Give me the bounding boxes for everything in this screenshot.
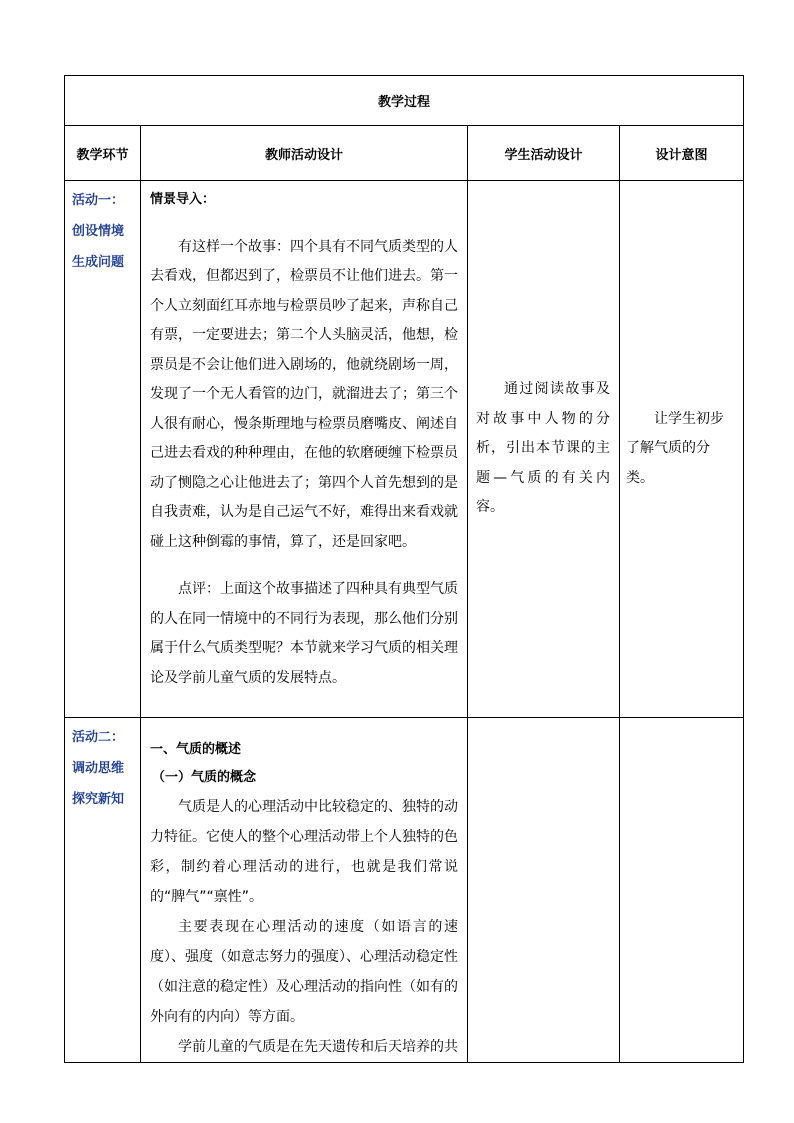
- activity1-student-cell: [468, 181, 620, 718]
- spacer: [150, 215, 458, 233]
- spacer: [150, 557, 458, 575]
- heading-temperament-concept: （一）气质的概念: [152, 770, 257, 785]
- activity1-intent-cell: [620, 181, 744, 718]
- header-teacher-activity: 教师活动设计: [141, 126, 468, 181]
- story-paragraph: 有这样一个故事：四个具有不同气质类型的人去看戏，但都迟到了，检票员不让他们进去。第一个人立刻面红耳赤地与检票员吵了起来，声称自己有票，一定要进去；第二个人头脑灵活，他想，检票员是不会让他们进入剧场的，他就绕剧场一周，发现了一个无人看管的边门，就溜进去了；第三个人很有耐心，慢条斯理地与检票员磨嘴皮、阐述自己进去看戏的种种理由，在他的软磨硬缠下检票员动了恻隐之心让他进去了；第四个人首先想到的是自我责难，认为是自己运气不好，难得出来看戏就碰上这种倒霉的事情，算了，还是回家吧。: [150, 238, 458, 550]
- activity1-stage: [65, 181, 141, 718]
- activity2-stage-line3: 探究新知: [72, 792, 125, 807]
- activity2-stage-line1: 活动二：: [72, 730, 125, 745]
- header-design-intent: 设计意图: [620, 126, 744, 181]
- table-title: 教学过程: [65, 76, 744, 126]
- heading-temperament-overview: 一、气质的概述: [150, 742, 242, 757]
- scenario-intro-label: 情景导入：: [150, 192, 216, 207]
- activity1-teacher-cell: [141, 181, 468, 718]
- activity2-intent-cell: [620, 718, 744, 1063]
- concept-paragraph: 气质是人的心理活动中比较稳定的、独特的动力特征。它使人的整个心理活动带上个人独特的色彩，制约着心理活动的进行，也就是我们常说的“脾气”“禀性”。: [150, 799, 458, 905]
- activity1-intent-text: 让学生初步了解气质的分类。: [626, 410, 724, 486]
- activity2-student-cell: [468, 718, 620, 1063]
- activity1-student-text: 通过阅读故事及对故事中人物的分析，引出本节课的主题—气质的有关内容。: [476, 381, 610, 516]
- activity1-stage-line2: 创设情境: [72, 224, 125, 239]
- activity2-stage-line2: 调动思维: [72, 761, 125, 776]
- activity1-stage-line1: 活动一：: [72, 193, 125, 208]
- header-student-activity: 学生活动设计: [468, 126, 620, 181]
- lesson-process-table: [64, 75, 744, 1063]
- comment-paragraph: 点评：上面这个故事描述了四种具有典型气质的人在同一情境中的不同行为表现，那么他们分别属于什么气质类型呢？本节就来学习气质的相关理论及学前儿童气质的发展特点。: [150, 581, 458, 686]
- activity2-stage: [65, 718, 141, 1063]
- activity2-teacher-cell: [141, 718, 468, 1063]
- preschool-paragraph: 学前儿童的气质是在先天遗传和后天培养的共: [178, 1039, 458, 1055]
- manifestation-paragraph: 主要表现在心理活动的速度（如语言的速度）、强度（如意志努力的强度）、心理活动稳定性（如注意的稳定性）及心理活动的指向性（如有的外向有的内向）等方面。: [150, 919, 458, 1025]
- header-stage: 教学环节: [65, 126, 141, 181]
- activity1-stage-line3: 生成问题: [72, 255, 125, 270]
